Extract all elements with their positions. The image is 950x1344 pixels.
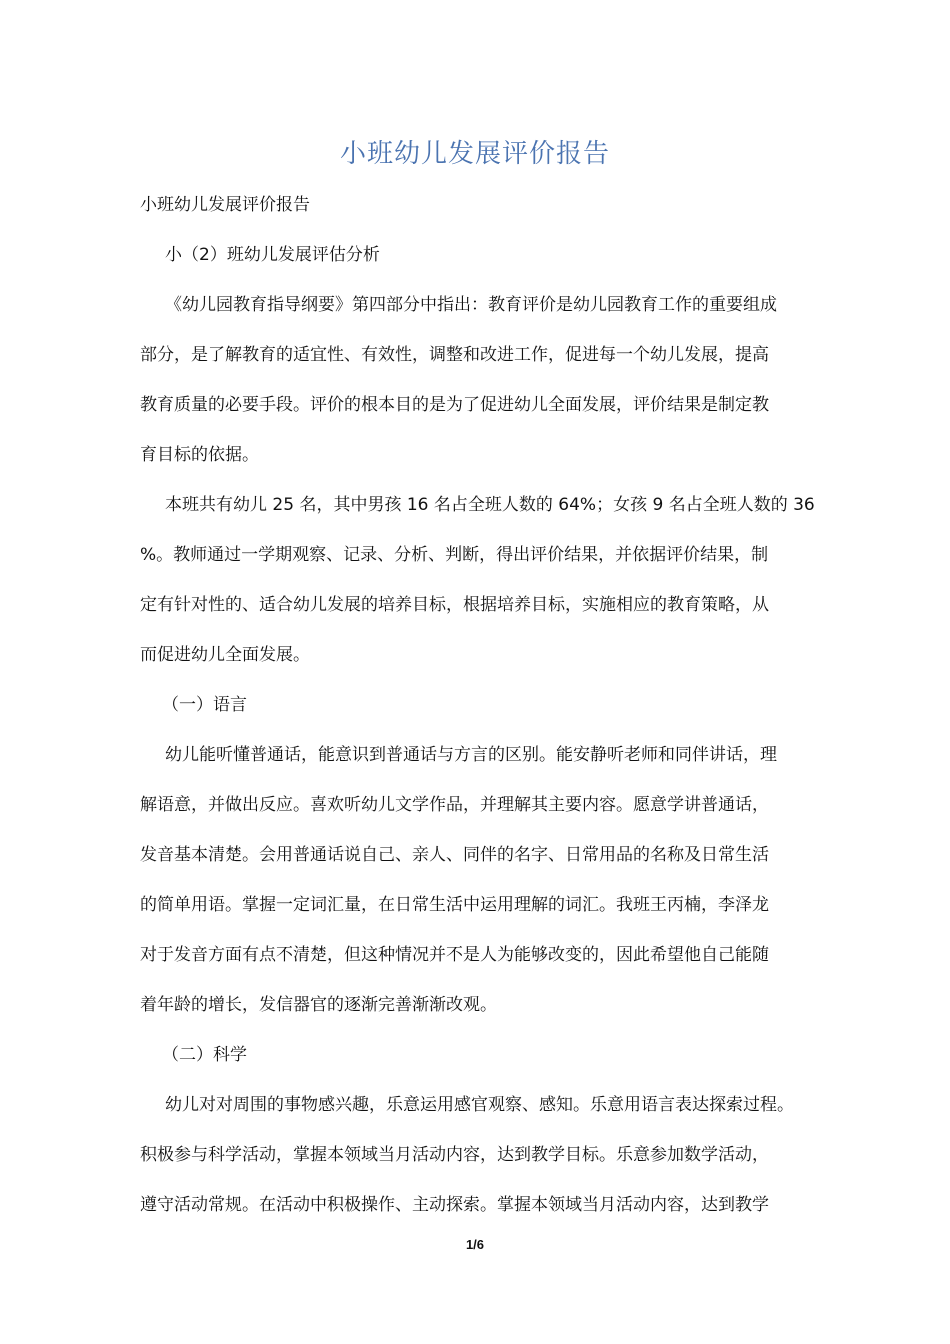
section-heading: 小（2）班幼儿发展评估分析 bbox=[165, 245, 380, 265]
paragraph-line: 定有针对性的、适合幼儿发展的培养目标，根据培养目标，实施相应的教育策略，从 bbox=[140, 595, 769, 615]
section-heading-language: （一）语言 bbox=[162, 695, 247, 715]
paragraph-line: %。教师通过一学期观察、记录、分析、判断，得出评价结果，并依据评价结果，制 bbox=[140, 545, 769, 565]
paragraph-line: 发音基本清楚。会用普通话说自己、亲人、同伴的名字、日常用品的名称及日常生活 bbox=[140, 845, 769, 865]
paragraph-line: 《幼儿园教育指导纲要》第四部分中指出：教育评价是幼儿园教育工作的重要组成 bbox=[165, 295, 777, 315]
paragraph-line: 部分，是了解教育的适宜性、有效性，调整和改进工作，促进每一个幼儿发展，提高 bbox=[140, 345, 769, 365]
paragraph-line: 育目标的依据。 bbox=[140, 445, 259, 465]
subtitle-line: 小班幼儿发展评价报告 bbox=[140, 195, 310, 215]
page-number: 1/6 bbox=[465, 1237, 485, 1252]
paragraph-line: 解语意，并做出反应。喜欢听幼儿文学作品，并理解其主要内容。愿意学讲普通话， bbox=[140, 795, 769, 815]
paragraph-line: 着年龄的增长，发信器官的逐渐完善渐渐改观。 bbox=[140, 995, 497, 1015]
paragraph-line: 本班共有幼儿 25 名，其中男孩 16 名占全班人数的 64%；女孩 9 名占全班人数的 36 bbox=[165, 495, 815, 515]
paragraph-line: 的简单用语。掌握一定词汇量，在日常生活中运用理解的词汇。我班王丙楠，李泽龙 bbox=[140, 895, 769, 915]
paragraph-line: 幼儿能听懂普通话，能意识到普通话与方言的区别。能安静听老师和同伴讲话，理 bbox=[165, 745, 777, 765]
paragraph-line: 积极参与科学活动，掌握本领域当月活动内容，达到教学目标。乐意参加数学活动， bbox=[140, 1145, 769, 1165]
paragraph-line: 教育质量的必要手段。评价的根本目的是为了促进幼儿全面发展，评价结果是制定教 bbox=[140, 395, 769, 415]
section-heading-science: （二）科学 bbox=[162, 1045, 247, 1065]
paragraph-line: 对于发音方面有点不清楚，但这种情况并不是人为能够改变的，因此希望他自己能随 bbox=[140, 945, 769, 965]
paragraph-line: 而促进幼儿全面发展。 bbox=[140, 645, 310, 665]
paragraph-line: 幼儿对对周围的事物感兴趣，乐意运用感官观察、感知。乐意用语言表达探索过程。 bbox=[165, 1095, 794, 1115]
document-title: 小班幼儿发展评价报告 bbox=[339, 139, 610, 169]
paragraph-line: 遵守活动常规。在活动中积极操作、主动探索。掌握本领域当月活动内容，达到教学 bbox=[140, 1195, 769, 1215]
